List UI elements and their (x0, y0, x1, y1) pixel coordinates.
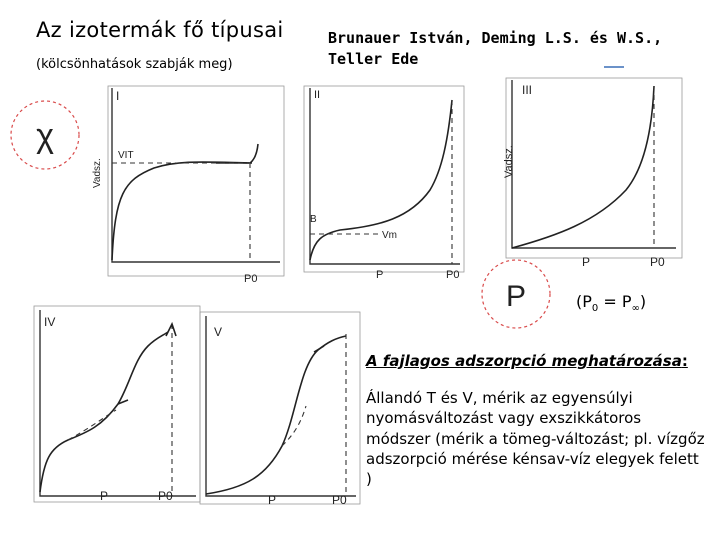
isotherm-curve (512, 86, 654, 248)
x-axis-p0-label: P0 (446, 269, 460, 281)
desorption-branch-dashed (68, 410, 116, 440)
blue-underline-mark (602, 64, 626, 70)
graph-axes (206, 316, 356, 496)
graph-frame (108, 86, 284, 276)
note-sub-infinity: ∞ (631, 303, 640, 315)
isotherm-graph-iii (486, 72, 690, 278)
x-axis-p-label: P (376, 269, 384, 281)
graph-roman-numeral: II (314, 89, 321, 101)
graph-roman-numeral: I (116, 89, 120, 103)
upper-arrowhead (314, 346, 324, 352)
x-axis-p0-label: P0 (158, 489, 173, 503)
x-axis-p0-label: P0 (332, 493, 347, 507)
section-heading-colon: : (681, 352, 688, 370)
x-axis-p-label: P (582, 255, 591, 269)
chi-symbol-circle (8, 98, 82, 172)
chi-symbol: χ (36, 117, 54, 155)
graph-roman-numeral: V (214, 325, 223, 339)
authors-line: Brunauer István, Deming L.S. és W.S., Teller Ede (328, 29, 663, 68)
upper-arrowhead (166, 324, 176, 336)
graph-roman-numeral: III (522, 83, 533, 97)
vit-marker-label: VIT (118, 150, 134, 161)
page-title: Az izotermák fő típusai (36, 18, 284, 42)
section-heading-text: A fajlagos adszorpció meghatározása (366, 352, 682, 370)
upturn-tail (250, 144, 258, 163)
x-axis-p0-label: P0 (650, 255, 665, 269)
graph-frame (506, 78, 682, 258)
note-open: (P (576, 292, 592, 311)
p-symbol: P (505, 280, 527, 313)
graph-frame (304, 86, 464, 272)
section-heading (366, 352, 688, 370)
x-axis-p-label: P (268, 493, 277, 507)
page-subtitle: (kölcsönhatások szabják meg) (36, 57, 233, 72)
adsorption-branch (206, 336, 346, 494)
p-symbol-circle (478, 256, 554, 332)
isotherm-graph-ii (300, 80, 480, 290)
x-axis-p0-label: P0 (244, 273, 258, 285)
note-equals: = P (598, 292, 632, 311)
y-axis-label: Vadsz. (503, 145, 515, 178)
adsorption-branch (40, 332, 168, 492)
x-axis-p-label: P (100, 489, 109, 503)
isotherm-curve (112, 162, 252, 260)
note-close: ) (639, 292, 647, 311)
graph-roman-numeral: IV (44, 315, 56, 329)
isotherm-graph-iv (30, 300, 206, 510)
graph-axes (112, 88, 280, 262)
section-body-text: Állandó T és V, mérik az egyensúlyi nyomásváltozást vagy exszikkátoros módszer (mérik a tömeg-változást; pl. vízgőz adszorpció mérése kénsav-víz elegyek felett ) (366, 389, 705, 488)
isotherm-curve (310, 100, 452, 260)
isotherm-graph-v (196, 306, 366, 512)
vm-marker-label: Vm (382, 230, 397, 241)
point-b-label: B (310, 214, 317, 225)
isotherm-graph-i (84, 84, 294, 294)
graph-axes (512, 80, 676, 248)
graph-frame (200, 312, 360, 504)
y-axis-label: Vadsz. (92, 158, 103, 188)
p0-equals-pinf-note (576, 292, 646, 314)
note-sub-zero: 0 (591, 303, 599, 315)
